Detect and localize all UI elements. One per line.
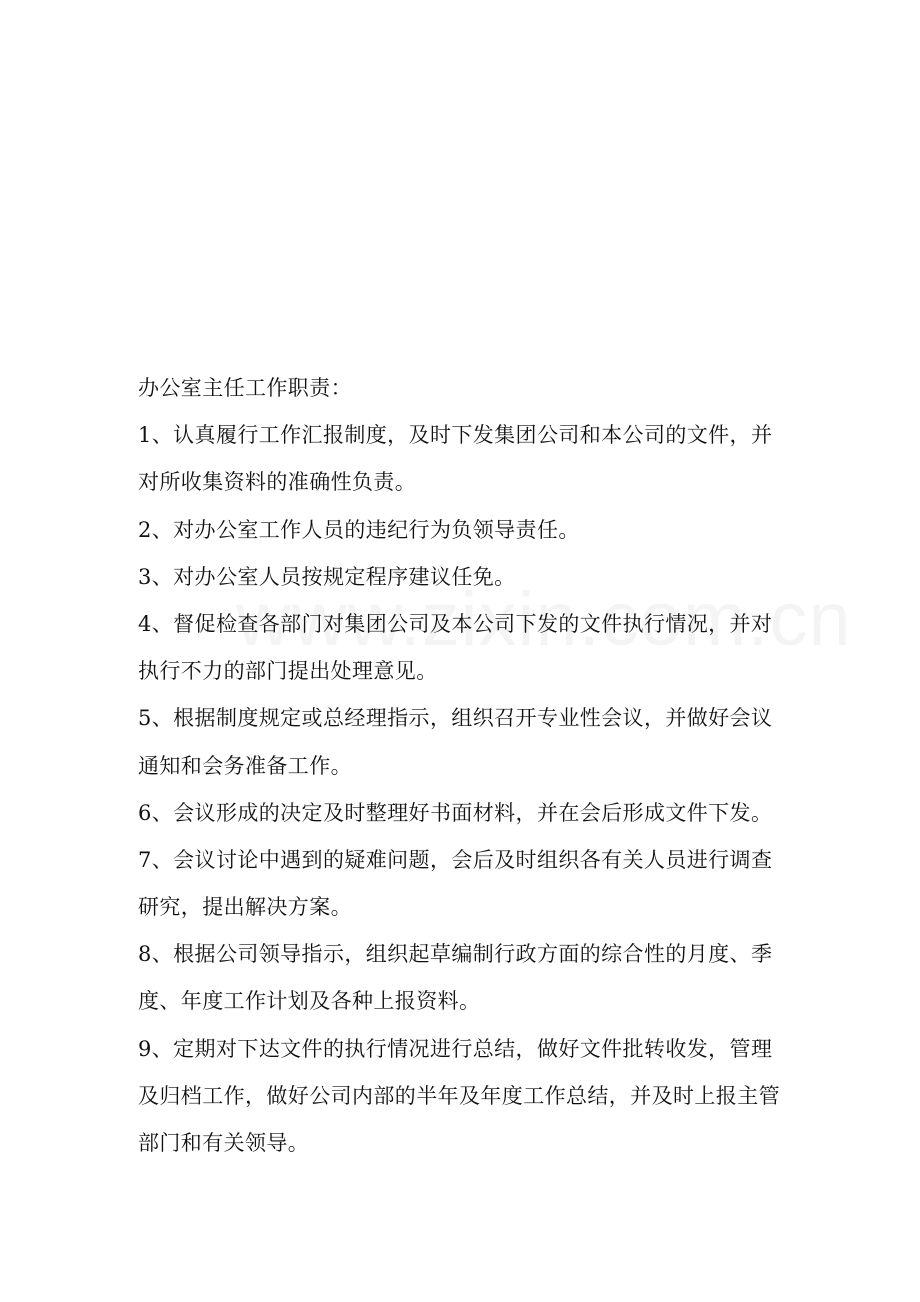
text-line: 6、会议形成的决定及时整理好书面材料，并在会后形成文件下发。: [138, 800, 773, 825]
text-line: 5、根据制度规定或总经理指示，组织召开专业性会议，并做好会议: [138, 706, 773, 731]
text-line: 研究，提出解决方案。: [138, 895, 352, 920]
text-line: 通知和会务准备工作。: [138, 753, 352, 778]
text-line: 部门和有关领导。: [138, 1131, 310, 1155]
document-body: [138, 365, 788, 1167]
text-line: 8、根据公司领导指示，组织起草编制行政方面的综合性的月度、季: [138, 942, 773, 967]
text-line: 对所收集资料的准确性负责。: [138, 470, 417, 495]
text-line: 度、年度工作计划及各种上报资料。: [138, 989, 481, 1014]
text-line: 4、督促检查各部门对集团公司及本公司下发的文件执行情况，并对: [138, 611, 773, 636]
text-line: 7、会议讨论中遇到的疑难问题，会后及时组织各有关人员进行调查: [138, 847, 773, 872]
text-line: 执行不力的部门提出处理意见。: [138, 659, 438, 684]
text-line: 2、对办公室工作人员的违纪行为负领导责任。: [138, 517, 580, 542]
text-line: 9、定期对下达文件的执行情况进行总结，做好文件批转收发，管理: [138, 1036, 773, 1061]
text-line: 3、对办公室人员按规定程序建议任免。: [138, 564, 516, 589]
text-line: 1、认真履行工作汇报制度，及时下发集团公司和本公司的文件，并: [138, 423, 773, 448]
text-line: 及归档工作，做好公司内部的半年及年度工作总结，并及时上报主管: [138, 1083, 780, 1108]
document-heading: 办公室主任工作职责：: [138, 376, 352, 400]
